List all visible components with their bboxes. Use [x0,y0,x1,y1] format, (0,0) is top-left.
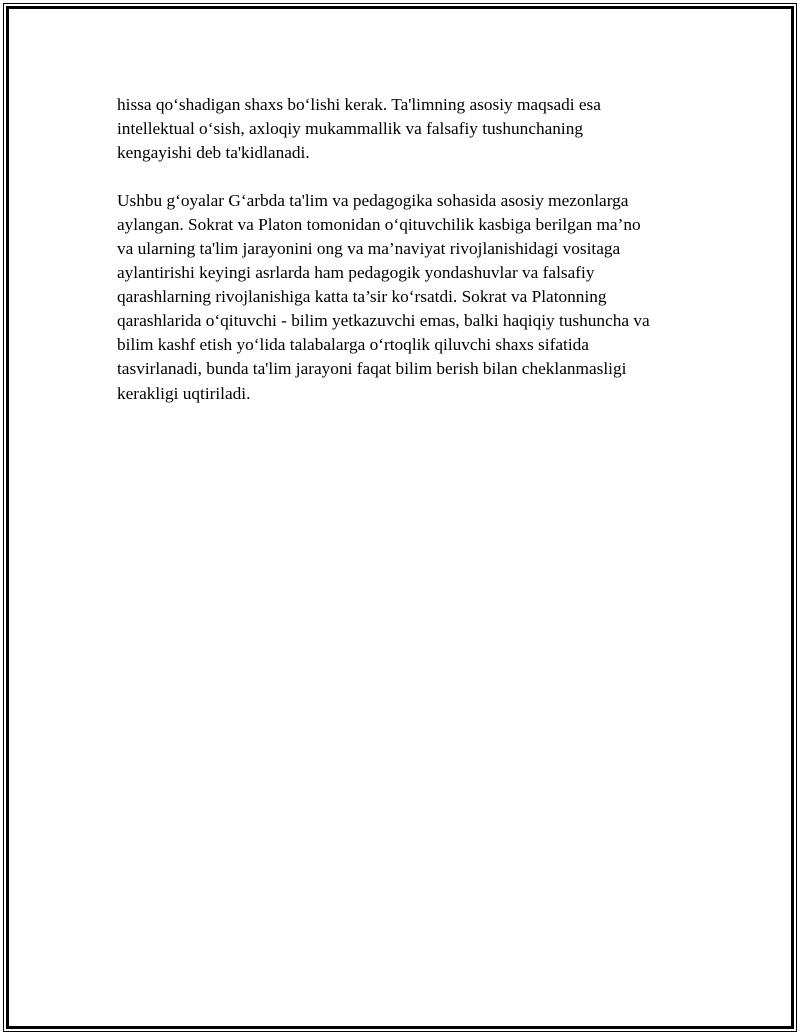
text-line: aylantirishi keyingi asrlarda ham pedagogik yondashuvlar va falsafiy [117,263,595,283]
text-line: kerakligi uqtiriladi. [117,383,251,403]
paragraph-1 [117,93,707,165]
paragraph-spacer [117,165,707,189]
text-line: hissa qo‘shadigan shaxs bo‘lishi kerak. Ta'limning asosiy maqsadi esa [117,95,601,114]
text-line: Ushbu g‘oyalar G‘arbda ta'lim va pedagogika sohasida asosiy mezonlarga [117,190,629,210]
document-body [117,93,707,406]
text-line: qarashlarida o‘qituvchi - bilim yetkazuvchi emas, balki haqiqiy tushuncha va [117,311,650,331]
text-line: aylangan. Sokrat va Platon tomonidan o‘qituvchilik kasbiga berilgan ma’no [117,214,641,234]
text-line: bilim kashf etish yo‘lida talabalarga o‘rtoqlik qiluvchi shaxs sifatida [117,335,589,355]
text-line: intellektual o‘sish, axloqiy mukammallik va falsafiy tushunchaning [117,119,584,139]
paragraph-2 [117,189,707,406]
text-line: va ularning ta'lim jarayonini ong va ma’naviyat rivojlanishidagi vositaga [117,238,621,258]
text-line: tasvirlanadi, bunda ta'lim jarayoni faqat bilim berish bilan cheklanmasligi [117,359,627,379]
text-line: qarashlarning rivojlanishiga katta ta’sir ko‘rsatdi. Sokrat va Platonning [117,287,607,307]
text-line: kengayishi deb ta'kidlanadi. [117,143,310,163]
